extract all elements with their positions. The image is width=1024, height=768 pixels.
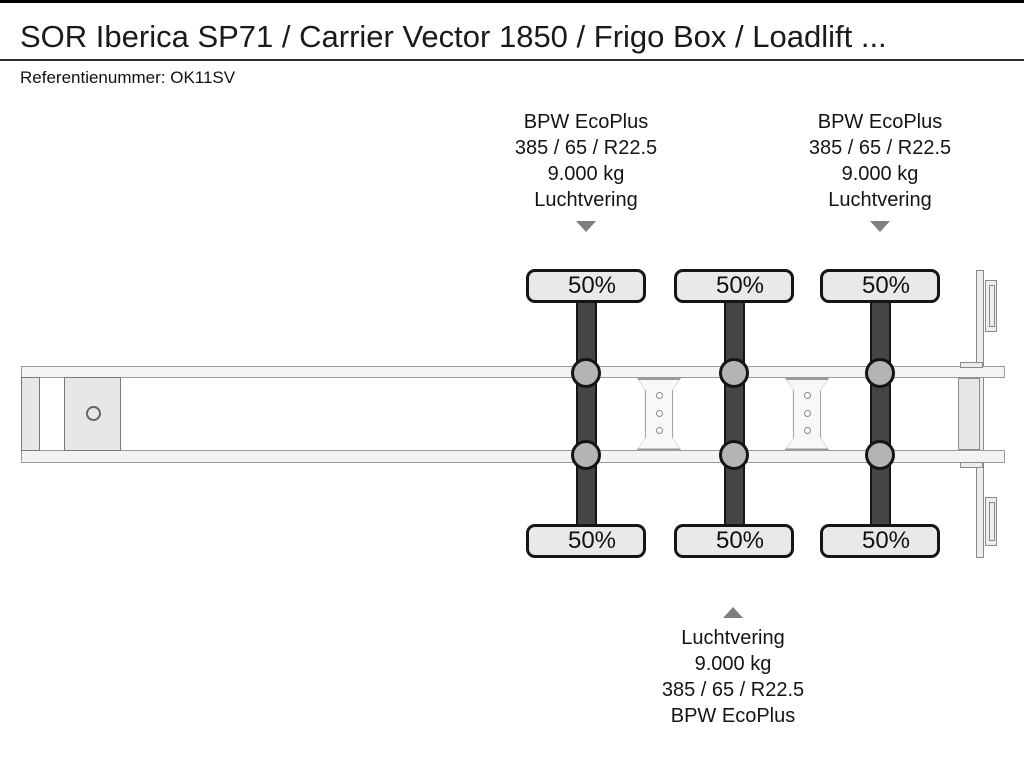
axle3-suspension-top	[865, 358, 895, 388]
axle3-wheel-load-bottom: 50%	[820, 524, 940, 558]
rear-lamp-bracket-top	[985, 280, 997, 332]
axle3-spec-line-brand: BPW EcoPlus	[817, 111, 943, 133]
rear-flange-bottom	[960, 462, 983, 468]
axle1-spec-line-suspension: Luchtvering	[534, 189, 638, 211]
axle2-pointer-up-icon	[723, 607, 743, 618]
axle3-spec-line-tyre: 385 / 65 / R22.5	[808, 137, 952, 159]
axle2-spec-line-brand: BPW EcoPlus	[670, 705, 796, 727]
plate2-hole-3	[804, 427, 811, 434]
plate1-hole-2	[656, 410, 663, 417]
axle1-suspension-top	[571, 358, 601, 388]
plate1-hole-1	[656, 392, 663, 399]
axle1-spec-line-brand: BPW EcoPlus	[523, 111, 649, 133]
rear-lamp-bracket-bottom-inner	[989, 502, 995, 542]
axle3-spec-annotation	[730, 109, 1024, 213]
axle1-spec-line-tyre: 385 / 65 / R22.5	[514, 137, 658, 159]
kingpin-circle	[86, 406, 101, 421]
axle2-wheel-load-bottom: 50%	[674, 524, 794, 558]
axle2-wheel-load-top: 50%	[674, 269, 794, 303]
axle3-spec-line-suspension: Luchtvering	[828, 189, 932, 211]
axle1-wheel-load-bottom: 50%	[526, 524, 646, 558]
axle3-suspension-bottom	[865, 440, 895, 470]
axle1-spec-annotation	[436, 109, 736, 213]
axle3-spec-line-weight: 9.000 kg	[841, 163, 919, 185]
chassis-rail-top	[21, 366, 1005, 378]
axle2-suspension-top	[719, 358, 749, 388]
axle1-pointer-down-icon	[576, 221, 596, 232]
rear-flange-top	[960, 362, 983, 368]
axle3-pointer-down-icon	[870, 221, 890, 232]
axle2-spec-line-tyre: 385 / 65 / R22.5	[661, 679, 805, 701]
rear-lamp-bracket-bottom	[985, 497, 997, 546]
plate2-hole-1	[804, 392, 811, 399]
title-separator-line	[0, 59, 1024, 61]
page-title: SOR Iberica SP71 / Carrier Vector 1850 / Frigo Box / Loadlift ...	[20, 19, 887, 54]
axle3-wheel-load-top: 50%	[820, 269, 940, 303]
axle2-spec-line-suspension: Luchtvering	[681, 627, 785, 649]
top-border-line	[0, 0, 1024, 3]
axle2-beam	[724, 298, 745, 530]
axle1-suspension-bottom	[571, 440, 601, 470]
chassis-rail-bottom	[21, 450, 1005, 463]
front-end-member	[21, 377, 40, 451]
plate2-hole-2	[804, 410, 811, 417]
axle2-spec-annotation	[583, 625, 883, 729]
rear-cross-block	[958, 378, 980, 450]
axle2-spec-line-weight: 9.000 kg	[694, 653, 772, 675]
axle1-beam	[576, 298, 597, 530]
axle2-suspension-bottom	[719, 440, 749, 470]
reference-number: Referentienummer: OK11SV	[20, 68, 236, 87]
plate1-hole-3	[656, 427, 663, 434]
axle3-beam	[870, 298, 891, 530]
axle1-spec-line-weight: 9.000 kg	[547, 163, 625, 185]
axle1-wheel-load-top: 50%	[526, 269, 646, 303]
rear-lamp-bracket-top-inner	[989, 285, 995, 327]
